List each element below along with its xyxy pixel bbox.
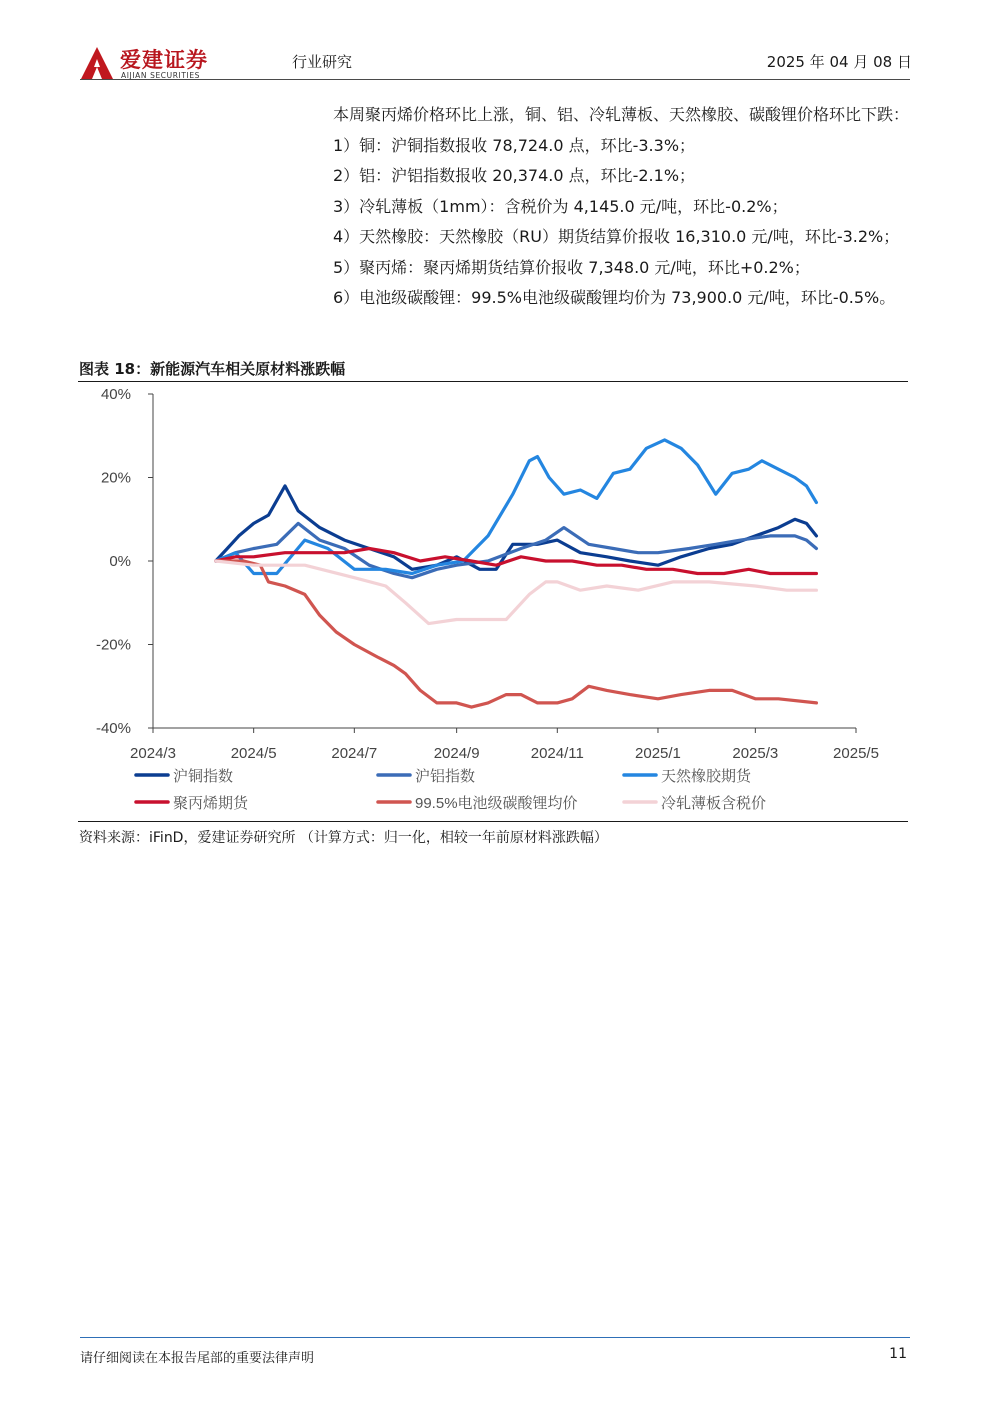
- figure-bottom-rule: [78, 821, 908, 822]
- series-line: [216, 561, 817, 624]
- line-chart: [78, 383, 908, 819]
- series-line: [216, 549, 817, 574]
- x-tick-label: 2024/3: [130, 745, 176, 762]
- list-item: 2）铝：沪铝指数报收 20,374.0 点，环比-2.1%；: [333, 166, 696, 185]
- logo-icon: [80, 46, 114, 80]
- footer-divider: [80, 1337, 910, 1338]
- figure-top-rule: [78, 381, 908, 382]
- logo-text-en: AIJIAN SECURITIES: [121, 71, 201, 80]
- x-tick-label: 2024/11: [530, 745, 584, 762]
- brand-logo: [80, 44, 240, 84]
- header-divider: [80, 79, 910, 80]
- legend-label: 天然橡胶期货: [661, 768, 752, 785]
- report-category: 行业研究: [292, 53, 353, 71]
- report-date: 2025 年 04 月 08 日: [766, 53, 912, 71]
- figure-source: 资料来源：iFinD，爱建证券研究所 （计算方式：归一化，相较一年前原材料涨跌幅）: [79, 830, 608, 846]
- y-tick-label: 40%: [100, 386, 131, 403]
- intro-paragraph: 本周聚丙烯价格环比上涨，铜、铝、冷轧薄板、天然橡胶、碳酸锂价格环比下跌：: [333, 105, 910, 124]
- series-line: [216, 523, 817, 577]
- y-tick-label: -40%: [95, 720, 131, 737]
- page-number: 11: [889, 1346, 907, 1362]
- list-item: 4）天然橡胶：天然橡胶（RU）期货结算价报收 16,310.0 元/吨，环比-3.2%；: [333, 227, 900, 246]
- figure-title: 图表 18：新能源汽车相关原材料涨跌幅: [79, 360, 346, 378]
- list-item: 3）冷轧薄板（1mm）：含税价为 4,145.0 元/吨，环比-0.2%；: [333, 196, 788, 216]
- footer-disclaimer: 请仔细阅读在本报告尾部的重要法律声明: [80, 1351, 315, 1366]
- legend-label: 聚丙烯期货: [173, 795, 249, 812]
- legend-label: 沪铜指数: [173, 768, 234, 785]
- x-tick-label: 2024/7: [331, 745, 378, 762]
- legend-label: 沪铝指数: [415, 768, 476, 785]
- x-tick-label: 2024/9: [433, 745, 480, 762]
- body-text: [297, 100, 909, 314]
- logo-text-cn: 爱建证券: [120, 48, 208, 72]
- x-tick-label: 2025/5: [833, 745, 879, 762]
- x-tick-label: 2025/1: [635, 745, 681, 762]
- legend-label: 冷轧薄板含税价: [661, 795, 767, 812]
- list-item: 1）铜：沪铜指数报收 78,724.0 点，环比-3.3%；: [333, 135, 696, 155]
- legend-label: 99.5%电池级碳酸锂均价: [415, 795, 578, 812]
- x-tick-label: 2025/3: [732, 745, 779, 762]
- y-tick-label: 20%: [100, 469, 131, 487]
- y-tick-label: 0%: [109, 553, 131, 570]
- y-tick-label: -20%: [95, 636, 131, 654]
- list-item: 5）聚丙烯：聚丙烯期货结算价报收 7,348.0 元/吨，环比+0.2%；: [333, 257, 810, 277]
- x-tick-label: 2024/5: [230, 745, 277, 762]
- list-item: 6）电池级碳酸锂：99.5%电池级碳酸锂均价为 73,900.0 元/吨，环比-0.5%。: [333, 288, 896, 307]
